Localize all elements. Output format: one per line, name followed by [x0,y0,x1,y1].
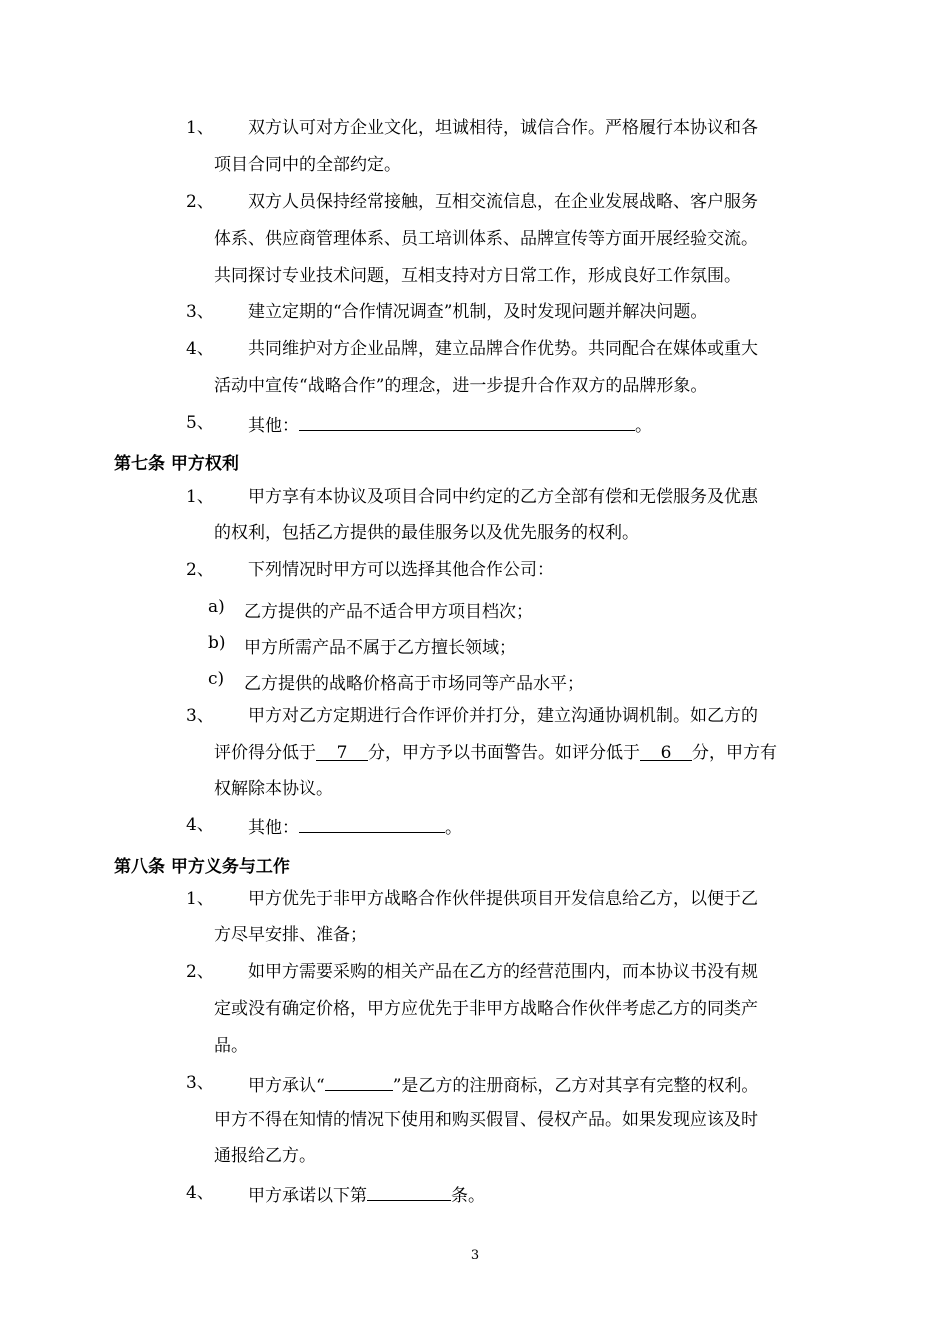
s7-subitem-a: a) 乙方提供的产品不适合甲方项目档次； [208,597,533,622]
section8-heading: 第八条 甲方义务与工作 [114,857,290,877]
section7-heading: 第七条 甲方权利 [114,454,239,474]
document-page: 1、 双方认可对方企业文化，坦诚相待，诚信合作。严格履行本协议和各 项目合同中的全部约定。 2、 双方人员保持经常接触，互相交流信息，在企业发展战略、客户服务 体系、供应商管理体系、员工培训体系、品牌宣传等方面开展经验交流。 共同探讨专业技术问题，互相支持对方日常工作，形成良好工作氛围。 3、 建立定期的“合作情况调查”机制，及时发现问题并解决问题。 4、 共同维护对方企业品牌，建立品牌合作优势。共同配合在媒体或重大 活动中宣传“战略合作”的理念，进一步提升合作双方的品牌形象。 5、 其他： 。 第七条 甲方权利 1、 甲方享有本协议及项目合同中约定的乙方全部有偿和无偿服务及优惠 的权利，包括乙方提供的最佳服务以及优先服务的权利。 2、 下列情况时甲方可以选择其他合作公司： a) 乙方提供的产品不适合甲方项目档次； b) 甲方所需产品不属于乙方擅长领域； c) 乙方提供的战略价格高于市场同等产品水平； 3、 甲方对乙方定期进行合作评价并打分，建立沟通协调机制。如乙方的 评价得分低于 7 分，甲方予以书面警告。如评分低于 6 分，甲方有 权解除本协议。 4、 其他： 。 第八条 甲方义务与工作 1、 甲方优先于非甲方战略合作伙伴提供项目开发信息给乙方，以便于乙 方尽早安排、准备； 2、 如甲方需要采购的相关产品在乙方的经营范围内，而本协议书没有规 定或没有确定价格，甲方应优先于非甲方战略合作伙伴考虑乙方的同类产 品。 3、 甲方承认“ ”是乙方的注册商标，乙方对其享有完整的权利。 甲方不得在知情的情况下使用和购买假冒、侵权产品。如果发现应该及时 通报给乙方。 4、 甲方承诺以下第 条。 3 [0,0,950,1344]
fill-blank [299,815,445,833]
fill-blank [299,413,635,431]
trademark-blank [325,1073,393,1091]
s7-subitem-b: b) 甲方所需产品不属于乙方擅长领域； [208,633,516,658]
clause-number-blank [367,1183,451,1201]
page-number: 3 [470,1248,480,1263]
score-terminate-blank: 6 [640,743,692,761]
s7-subitem-c: c) 乙方提供的战略价格高于市场同等产品水平； [208,669,584,694]
score-warning-blank: 7 [316,743,368,761]
